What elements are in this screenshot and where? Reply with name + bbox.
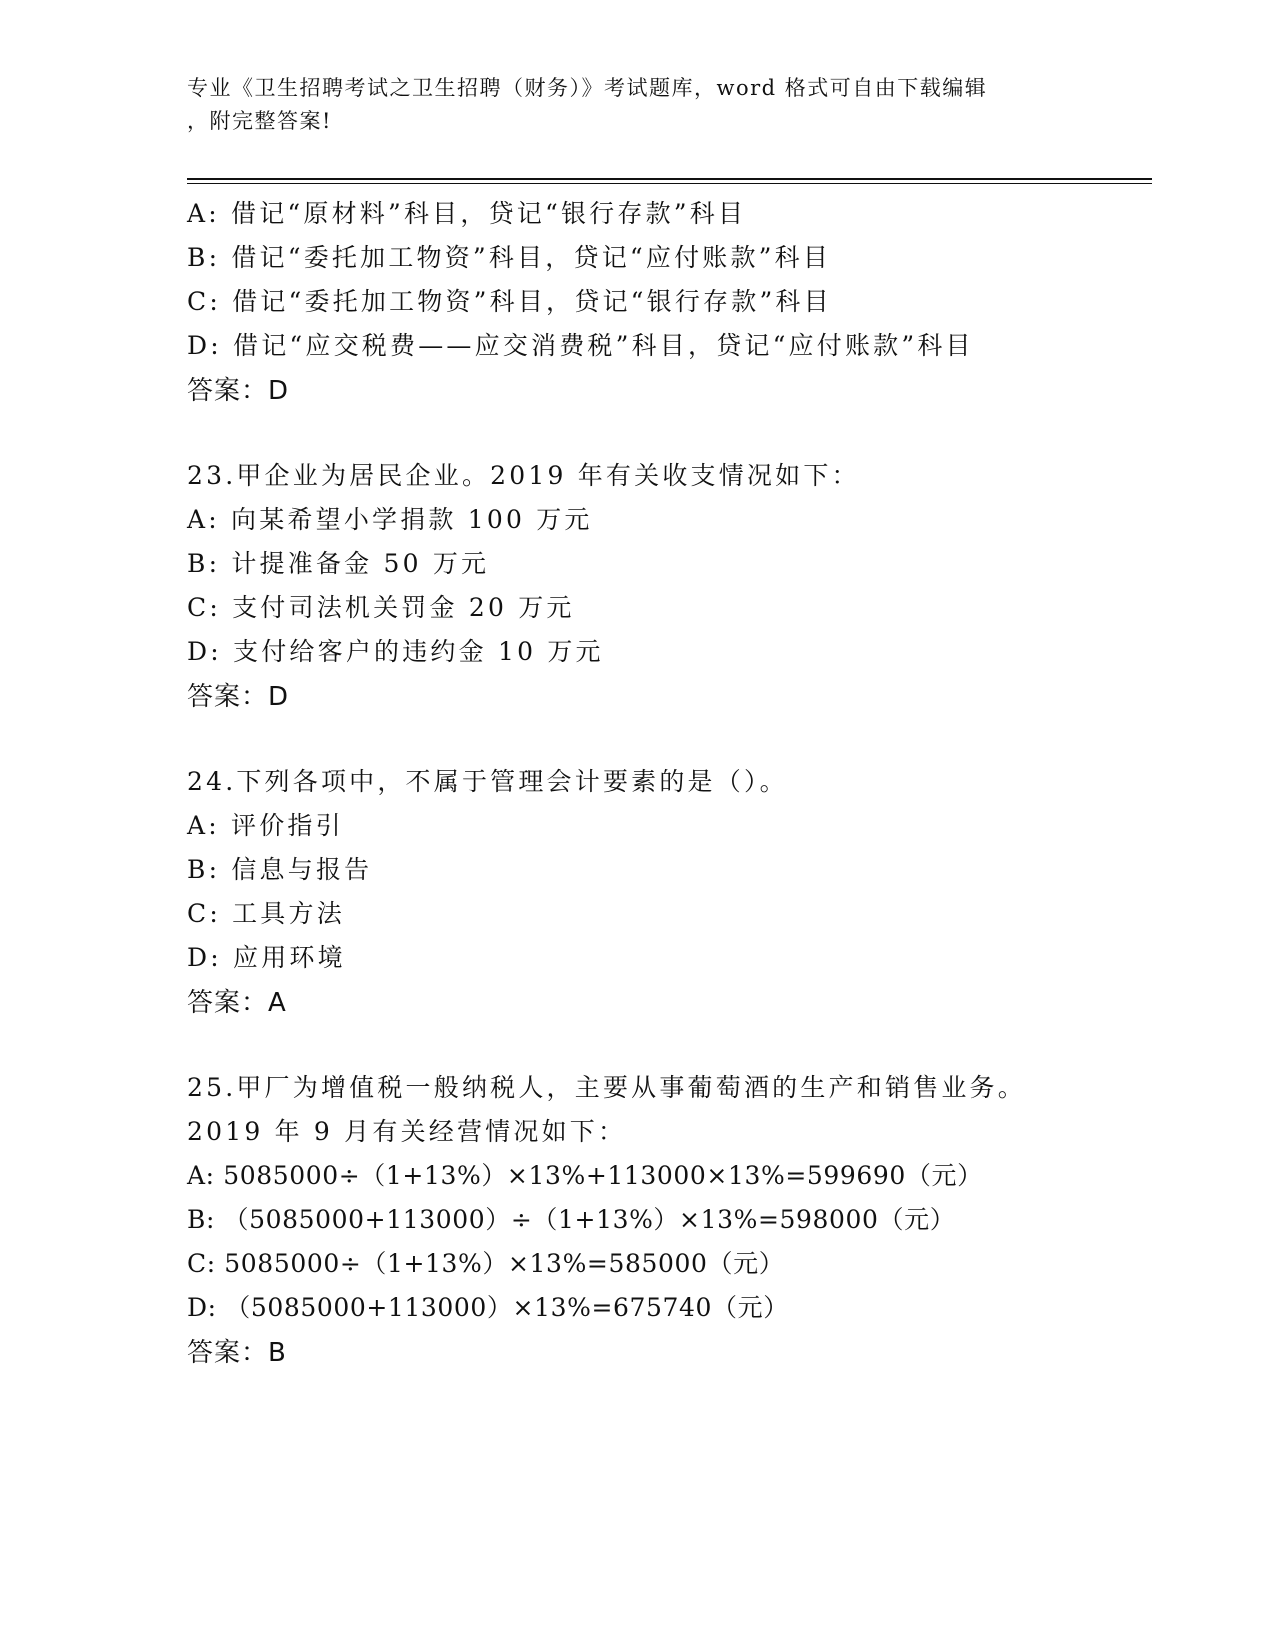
header-line-1: 专业《卫生招聘考试之卫生招聘（财务）》考试题库，word 格式可自由下载编辑	[187, 76, 988, 100]
q23-option-d: D: 支付给客户的违约金 10 万元	[187, 637, 604, 666]
q25-option-c: C: 5085000÷（1+13%）×13%=585000（元）	[187, 1249, 785, 1278]
header-divider-thin	[187, 183, 1152, 184]
q23-option-b: B: 计提准备金 50 万元	[187, 549, 490, 578]
q22-option-c: C: 借记“委托加工物资”科目，贷记“银行存款”科目	[187, 287, 832, 316]
header-divider-thick	[187, 178, 1152, 180]
q23-option-a: A: 向某希望小学捐款 100 万元	[187, 505, 593, 534]
q25-question-line-2: 2019 年 9 月有关经营情况如下：	[187, 1117, 627, 1146]
q23-question: 23.甲企业为居民企业。2019 年有关收支情况如下：	[187, 461, 860, 490]
q22-option-d: D: 借记“应交税费——应交消费税”科目，贷记“应付账款”科目	[187, 331, 974, 360]
header-line-2: ，附完整答案!	[187, 109, 332, 133]
q22-option-a: A: 借记“原材料”科目，贷记“银行存款”科目	[187, 199, 747, 228]
q24-option-a: A: 评价指引	[187, 811, 344, 840]
q25-option-d: D: （5085000+113000）×13%=675740（元）	[187, 1293, 789, 1322]
q25-question-line-1: 25.甲厂为增值税一般纳税人，主要从事葡萄酒的生产和销售业务。	[187, 1073, 1026, 1102]
q24-option-d: D: 应用环境	[187, 943, 346, 972]
document-header	[187, 72, 1087, 138]
q22-option-b: B: 借记“委托加工物资”科目，贷记“应付账款”科目	[187, 243, 832, 272]
q25-option-b: B: （5085000+113000）÷（1+13%）×13%=598000（元）	[187, 1205, 956, 1234]
q22-answer: 答案：D	[187, 376, 290, 406]
q25-answer: 答案：B	[187, 1338, 287, 1368]
q24-question: 24.下列各项中，不属于管理会计要素的是（）。	[187, 767, 788, 796]
q24-option-b: B: 信息与报告	[187, 855, 373, 884]
q24-option-c: C: 工具方法	[187, 899, 345, 928]
q23-answer: 答案：D	[187, 682, 290, 712]
q24-answer: 答案：A	[187, 988, 287, 1018]
q25-option-a: A: 5085000÷（1+13%）×13%+113000×13%=599690（元）	[187, 1161, 983, 1190]
q23-option-c: C: 支付司法机关罚金 20 万元	[187, 593, 575, 622]
